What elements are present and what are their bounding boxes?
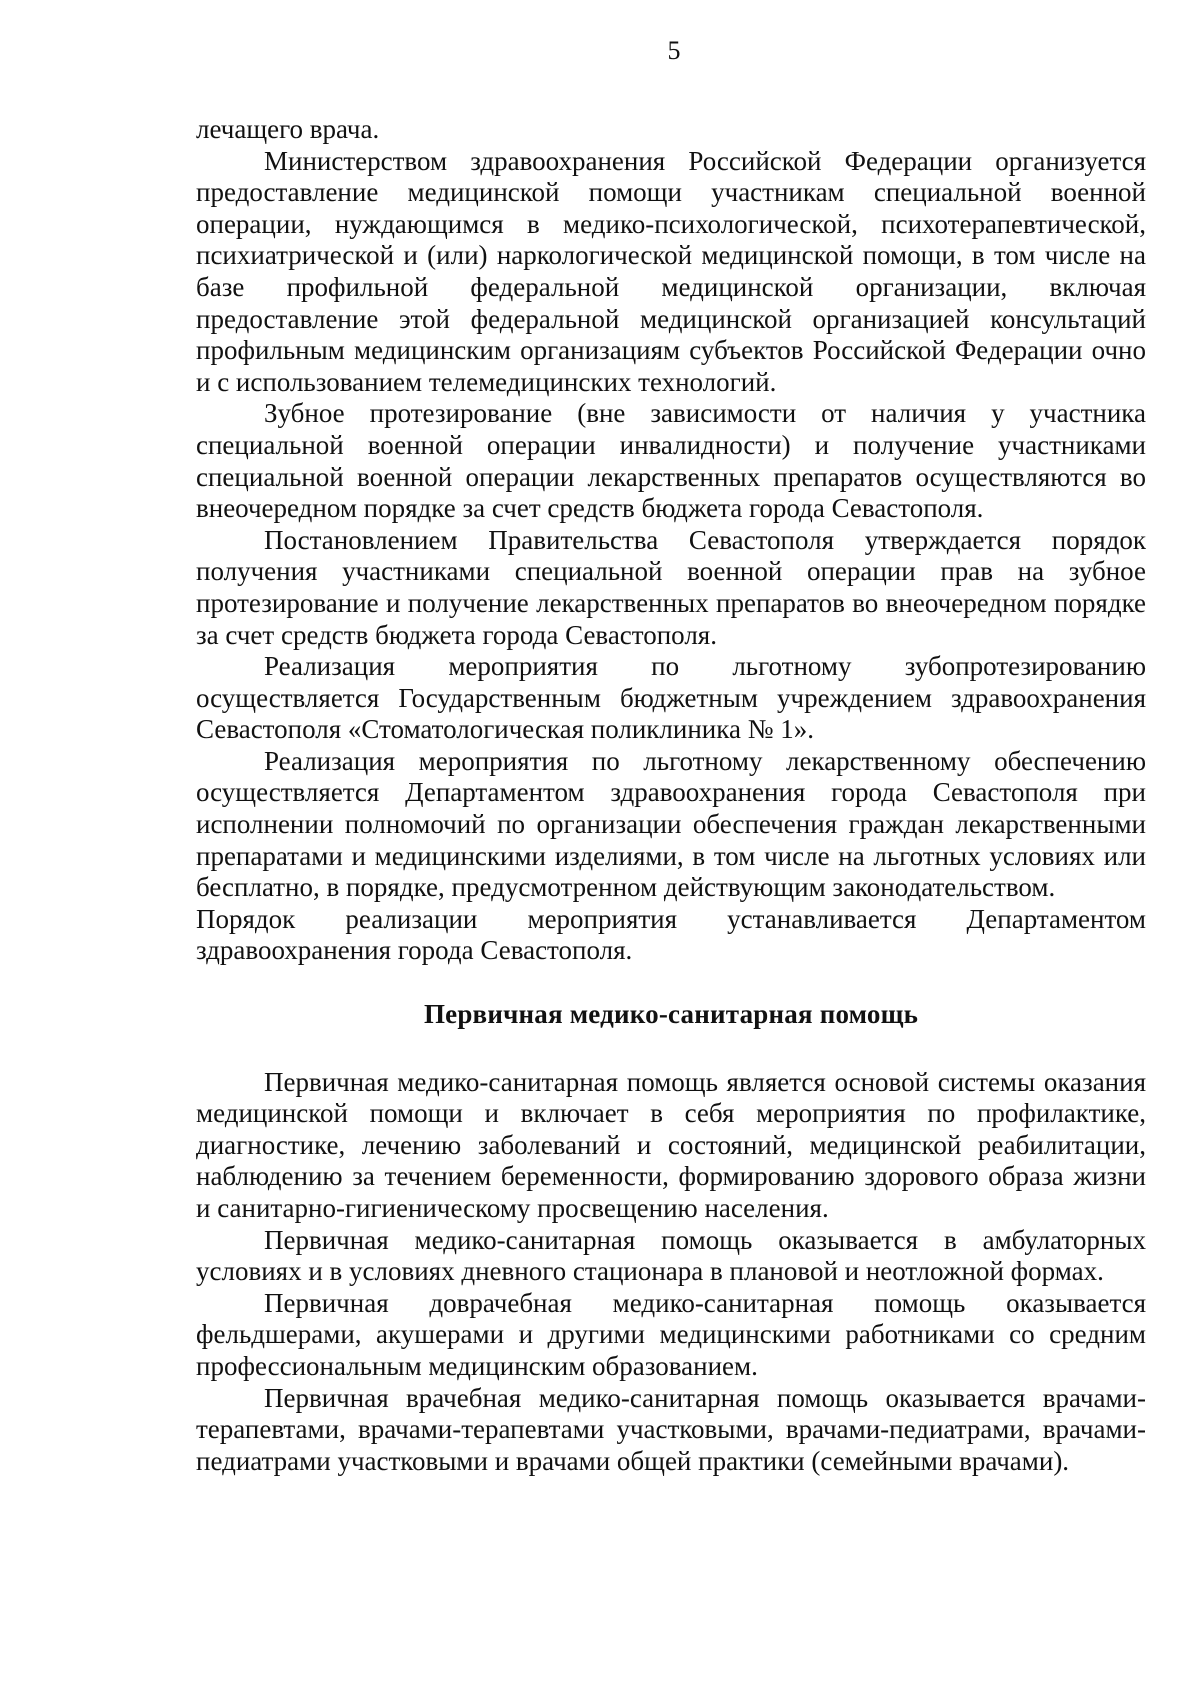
paragraph-medical-care: Первичная врачебная медико-санитарная помощь оказывается врачами-терапевтами, врачами-терапевтами участковыми, врачами-педиатрами, врачами-педиатрами участковыми и врачами общей практики (семейными врачами).: [196, 1382, 1146, 1476]
section-heading: Первичная медико-санитарная помощь: [423, 999, 919, 1030]
paragraph-drug-implementation: Реализация мероприятия по льготному лекарственному обеспечению осуществляется Департаментом здравоохранения города Севастополя при исполнении полномочий по организации обеспечения граждан лекарственными препаратами и медицинскими изделиями, в том числе на льготных условиях или бесплатно, в порядке, предусмотренном действующим законодательством.: [196, 745, 1146, 903]
paragraph-primary-care-definition: Первичная медико-санитарная помощь является основой системы оказания медицинской помощи и включает в себя мероприятия по профилактике, диагностике, лечению заболеваний и состояний, медицинской реабилитации, наблюдению за течением беременности, формированию здорового образа жизни и санитарно-гигиеническому просвещению населения.: [196, 1066, 1146, 1223]
paragraph-continuation: лечащего врача.: [196, 114, 380, 144]
paragraph-pre-medical-care: Первичная доврачебная медико-санитарная помощь оказывается фельдшерами, акушерами и другими медицинскими работниками со средним профессиональным медицинским образованием.: [196, 1287, 1146, 1381]
page-number: 5: [667, 36, 681, 65]
document-body: [196, 114, 1146, 1477]
paragraph-dental-prosthetics: Зубное протезирование (вне зависимости от наличия у участника специальной военной операции инвалидности) и получение участниками специальной военной операции лекарственных препаратов осуществляются во внеочередном порядке за счет средств бюджета города Севастополя.: [196, 398, 1146, 524]
paragraph-dental-implementation: Реализация мероприятия по льготному зубопротезированию осуществляется Государственным бюджетным учреждением здравоохранения Севастополя «Стоматологическая поликлиника № 1».: [196, 651, 1146, 745]
paragraph-primary-care-conditions: Первичная медико-санитарная помощь оказывается в амбулаторных условиях и в условиях дневного стационара в плановой и неотложной формах.: [196, 1224, 1146, 1287]
paragraph-procedure: Порядок реализации мероприятия устанавливается Департаментом здравоохранения города Севастополя.: [196, 903, 1146, 966]
paragraph-government-resolution: Постановлением Правительства Севастополя утверждается порядок получения участниками специальной военной операции прав на зубное протезирование и получение лекарственных препаратов во внеочередном порядке за счет средств бюджета города Севастополя.: [196, 524, 1146, 650]
paragraph-ministry: Министерством здравоохранения Российской Федерации организуется предоставление медицинской помощи участникам специальной военной операции, нуждающимся в медико-психологической, психотерапевтической, психиатрической и (или) наркологической медицинской помощи, в том числе на базе профильной федеральной медицинской организации, включая предоставление этой федеральной медицинской организацией консультаций профильным медицинским организациям субъектов Российской Федерации очно и с использованием телемедицинских технологий.: [196, 145, 1146, 397]
